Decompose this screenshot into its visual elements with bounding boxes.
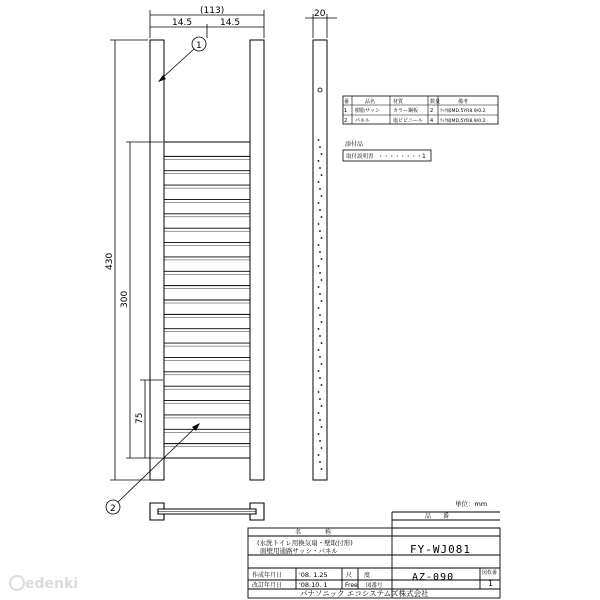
parts-cell: ﾌｯｸ縁MD.5YR8.9/0.2 bbox=[440, 109, 486, 114]
fastener-mark bbox=[319, 398, 321, 400]
sheet-label: 図枚番 bbox=[482, 570, 498, 576]
fastener-mark bbox=[321, 300, 323, 302]
fastener-mark bbox=[321, 384, 323, 386]
balloon-2 bbox=[106, 423, 200, 514]
fastener-mark bbox=[321, 153, 323, 155]
fastener-mark bbox=[321, 258, 323, 260]
fastener-mark bbox=[321, 321, 323, 323]
dim-bottom-offset: 75 bbox=[135, 412, 145, 424]
fastener-mark bbox=[319, 251, 321, 253]
drawing-no-label: 図番号 bbox=[366, 583, 383, 589]
right-stile bbox=[250, 40, 264, 480]
attachments-title: 添付品 bbox=[345, 141, 364, 148]
fastener-mark bbox=[319, 272, 321, 274]
fastener-mark bbox=[318, 328, 320, 330]
louver-slats bbox=[164, 156, 250, 446]
fastener-mark bbox=[318, 391, 320, 393]
title-name-line2: 面壁用通路サッシ・パネル bbox=[260, 547, 338, 555]
fastener-mark bbox=[321, 447, 323, 449]
parts-table bbox=[343, 96, 498, 124]
fastener-mark bbox=[319, 230, 321, 232]
fastener-mark bbox=[319, 188, 321, 190]
bottom-section-view bbox=[150, 503, 264, 520]
left-stile bbox=[150, 40, 164, 480]
fastener-mark bbox=[319, 419, 321, 421]
fastener-mark bbox=[319, 209, 321, 211]
fastener-mark bbox=[318, 244, 320, 246]
created-date: '08. 1.25 bbox=[299, 571, 328, 579]
parts-cell: 2 bbox=[344, 118, 348, 124]
fastener-mark bbox=[318, 286, 320, 288]
fastener-mark bbox=[321, 216, 323, 218]
title-name-line1: (水洗トイレ用換気扇・壁取付形) bbox=[257, 539, 353, 547]
company-name: パナソニック エコシステムズ株式会社 bbox=[300, 589, 429, 598]
fastener-mark bbox=[318, 349, 320, 351]
sheet-no: 1 bbox=[488, 579, 494, 588]
dim-left-gap: 14.5 bbox=[172, 18, 193, 28]
svg-text:2: 2 bbox=[110, 504, 116, 514]
fastener-mark bbox=[319, 356, 321, 358]
revised-date: '08.10. 1 bbox=[299, 581, 328, 589]
watermark bbox=[10, 576, 78, 592]
title-product-header: 品 番 bbox=[425, 513, 450, 520]
fastener-mark bbox=[318, 139, 320, 141]
attachments-dots: ・・・・・・・・ bbox=[378, 154, 423, 160]
fastener-mark bbox=[318, 160, 320, 162]
fastener-mark bbox=[318, 433, 320, 435]
title-name-header: 名 称 bbox=[295, 529, 332, 536]
parts-cell: 4 bbox=[430, 118, 434, 124]
title-product-code: FY-WJ081 bbox=[410, 543, 471, 556]
fastener-mark bbox=[318, 181, 320, 183]
fastener-mark bbox=[318, 223, 320, 225]
created-label: 作成年月日 bbox=[252, 572, 283, 579]
attachments-item: 取付説明書 bbox=[346, 154, 374, 160]
svg-text:1: 1 bbox=[196, 41, 202, 51]
parts-cell: ﾌｯｸ縁MD.5YR8.9/0.2 bbox=[440, 119, 486, 124]
parts-cell: 塩ビビニール bbox=[393, 118, 423, 124]
fastener-mark bbox=[318, 370, 320, 372]
fastener-mark bbox=[318, 454, 320, 456]
fastener-mark bbox=[318, 202, 320, 204]
free-label: Free bbox=[345, 582, 358, 589]
dim-right-gap: 14.5 bbox=[220, 18, 241, 28]
fastener-mark bbox=[321, 405, 323, 407]
parts-cell: 樹脂サッシ bbox=[355, 108, 380, 114]
dim-depth: 20 bbox=[314, 9, 326, 19]
fastener-mark bbox=[321, 342, 323, 344]
parts-header-cell: 品名 bbox=[365, 99, 376, 105]
fastener-mark bbox=[319, 314, 321, 316]
parts-cell: 2 bbox=[430, 108, 434, 114]
parts-cell: カラー鋼板 bbox=[393, 108, 419, 114]
parts-cell: 1 bbox=[344, 108, 348, 114]
fastener-mark bbox=[321, 363, 323, 365]
fastener-mark bbox=[321, 174, 323, 176]
dim-overall-height: 430 bbox=[105, 252, 115, 270]
parts-header-cell: 数量 bbox=[430, 99, 441, 105]
fastener-mark bbox=[319, 293, 321, 295]
front-view bbox=[150, 40, 264, 480]
parts-header-cell: 材質 bbox=[393, 99, 404, 105]
fastener-mark bbox=[319, 377, 321, 379]
fastener-mark bbox=[319, 440, 321, 442]
parts-cell: パネル bbox=[355, 118, 371, 124]
balloon-1 bbox=[158, 37, 206, 82]
revised-label: 改訂年月日 bbox=[252, 582, 283, 589]
side-fastener-marks bbox=[318, 139, 323, 470]
attachments-qty: 1 bbox=[422, 153, 426, 160]
fastener-mark bbox=[319, 461, 321, 463]
fastener-mark bbox=[318, 412, 320, 414]
fastener-mark bbox=[318, 265, 320, 267]
scale-value: 度 bbox=[364, 572, 371, 579]
fastener-mark bbox=[321, 426, 323, 428]
fastener-mark bbox=[321, 279, 323, 281]
fastener-mark bbox=[318, 307, 320, 309]
parts-header-cell: 備考 bbox=[458, 99, 469, 105]
side-view bbox=[305, 14, 337, 480]
fastener-mark bbox=[319, 335, 321, 337]
dim-louver-height: 300 bbox=[120, 290, 130, 308]
unit-label: 単位：mm bbox=[455, 500, 488, 508]
fastener-mark bbox=[321, 468, 323, 470]
scale-label: 尺 bbox=[346, 572, 353, 579]
parts-header-cell: 番 bbox=[344, 99, 350, 105]
fastener-mark bbox=[319, 167, 321, 169]
fastener-mark bbox=[319, 146, 321, 148]
fastener-mark bbox=[321, 237, 323, 239]
drawing-no: AZ-090 bbox=[412, 572, 455, 583]
fastener-mark bbox=[321, 195, 323, 197]
attachments bbox=[343, 140, 431, 161]
svg-text:edenki: edenki bbox=[25, 576, 79, 592]
dim-overall-width: (113) bbox=[200, 6, 225, 16]
